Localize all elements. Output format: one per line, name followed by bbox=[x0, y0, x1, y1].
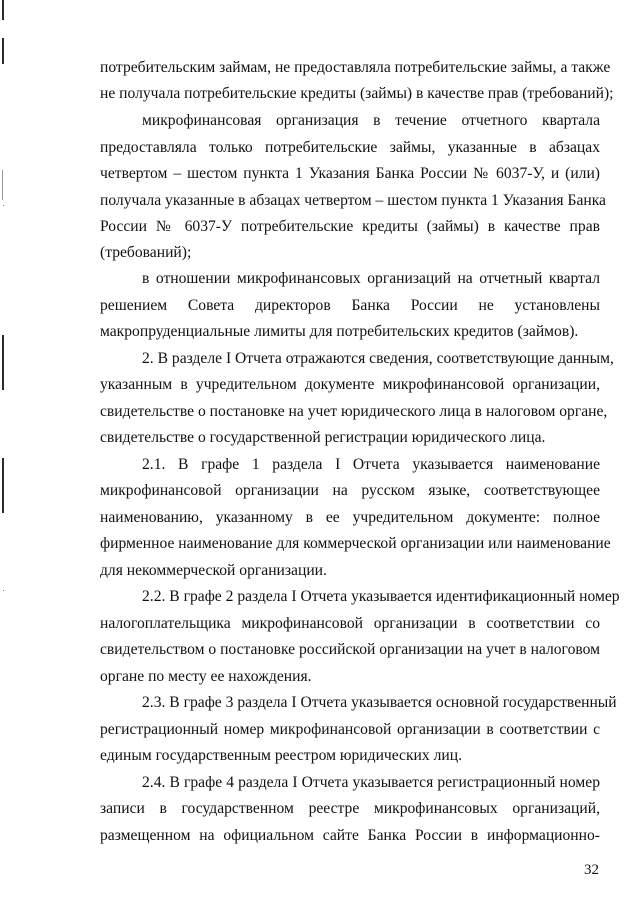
text-line: потребительским займам, не предоставляла потребительские займы, а также bbox=[100, 59, 611, 76]
text-line: наименованию, указанному в ее учредительном документе: полное bbox=[100, 509, 600, 526]
text-line: размещенном на официальном сайте Банка России в информационно- bbox=[100, 827, 600, 844]
text-line: свидетельстве о государственной регистрации юридического лица. bbox=[100, 429, 546, 446]
scan-edge-dot bbox=[3, 590, 4, 591]
text-line: четвертом – шестом пункта 1 Указания Банка России № 6037-У, и (или) bbox=[100, 165, 600, 182]
text-line: микрофинансовая организация в течение отчетного квартала bbox=[142, 112, 600, 129]
text-line: указанным в учредительном документе микрофинансовой организации, bbox=[100, 376, 600, 393]
text-line: фирменное наименование для коммерческой организации или наименование bbox=[100, 535, 611, 552]
text-line: решением Совета директоров Банка России не установлены bbox=[100, 297, 600, 314]
text-line: налогоплательщика микрофинансовой организации в соответствии со bbox=[100, 615, 600, 632]
text-line: 2.4. В графе 4 раздела I Отчета указывается регистрационный номер bbox=[142, 774, 600, 791]
text-line: в отношении микрофинансовых организаций на отчетный квартал bbox=[142, 270, 600, 287]
text-line: регистрационный номер микрофинансовой организации в соответствии с bbox=[100, 721, 600, 738]
text-line: получала указанные в абзацах четвертом – шестом пункта 1 Указания Банка bbox=[100, 192, 606, 209]
text-line: для некоммерческой организации. bbox=[100, 562, 327, 579]
scan-edge-mark bbox=[2, 458, 4, 513]
text-line: не получала потребительские кредиты (займы) в качестве прав (требований); bbox=[100, 85, 614, 102]
text-line: 2.1. В графе 1 раздела I Отчета указывается наименование bbox=[142, 456, 600, 473]
text-line: России № 6037-У потребительские кредиты (займы) в качестве прав bbox=[100, 218, 600, 235]
scan-edge-dot bbox=[3, 205, 4, 206]
scan-edge-mark bbox=[2, 170, 3, 200]
text-line: единым государственным реестром юридических лиц. bbox=[100, 747, 462, 764]
text-line: записи в государственном реестре микрофинансовых организаций, bbox=[100, 800, 600, 817]
text-line: макропруденциальные лимиты для потребительских кредитов (займов). bbox=[100, 323, 579, 340]
text-line: 2. В разделе I Отчета отражаются сведения, соответствующие данным, bbox=[142, 350, 614, 367]
text-line: микрофинансовой организации на русском языке, соответствующее bbox=[100, 482, 600, 499]
text-line: 2.2. В графе 2 раздела I Отчета указывается идентификационный номер bbox=[142, 588, 620, 605]
text-line: свидетельством о постановке российской организации на учет в налоговом bbox=[100, 641, 600, 658]
scan-edge-mark bbox=[2, 335, 4, 390]
text-line: органе по месту ее нахождения. bbox=[100, 668, 312, 685]
scan-edge-mark bbox=[2, 0, 4, 20]
text-line: предоставляла только потребительские займы, указанные в абзацах bbox=[100, 139, 600, 156]
text-line: свидетельстве о постановке на учет юридического лица в налоговом органе, bbox=[100, 403, 608, 420]
page-number: 32 bbox=[584, 862, 599, 878]
text-line: 2.3. В графе 3 раздела I Отчета указывается основной государственный bbox=[142, 694, 617, 711]
text-line: (требований); bbox=[100, 244, 192, 261]
scan-edge-mark bbox=[2, 38, 4, 64]
